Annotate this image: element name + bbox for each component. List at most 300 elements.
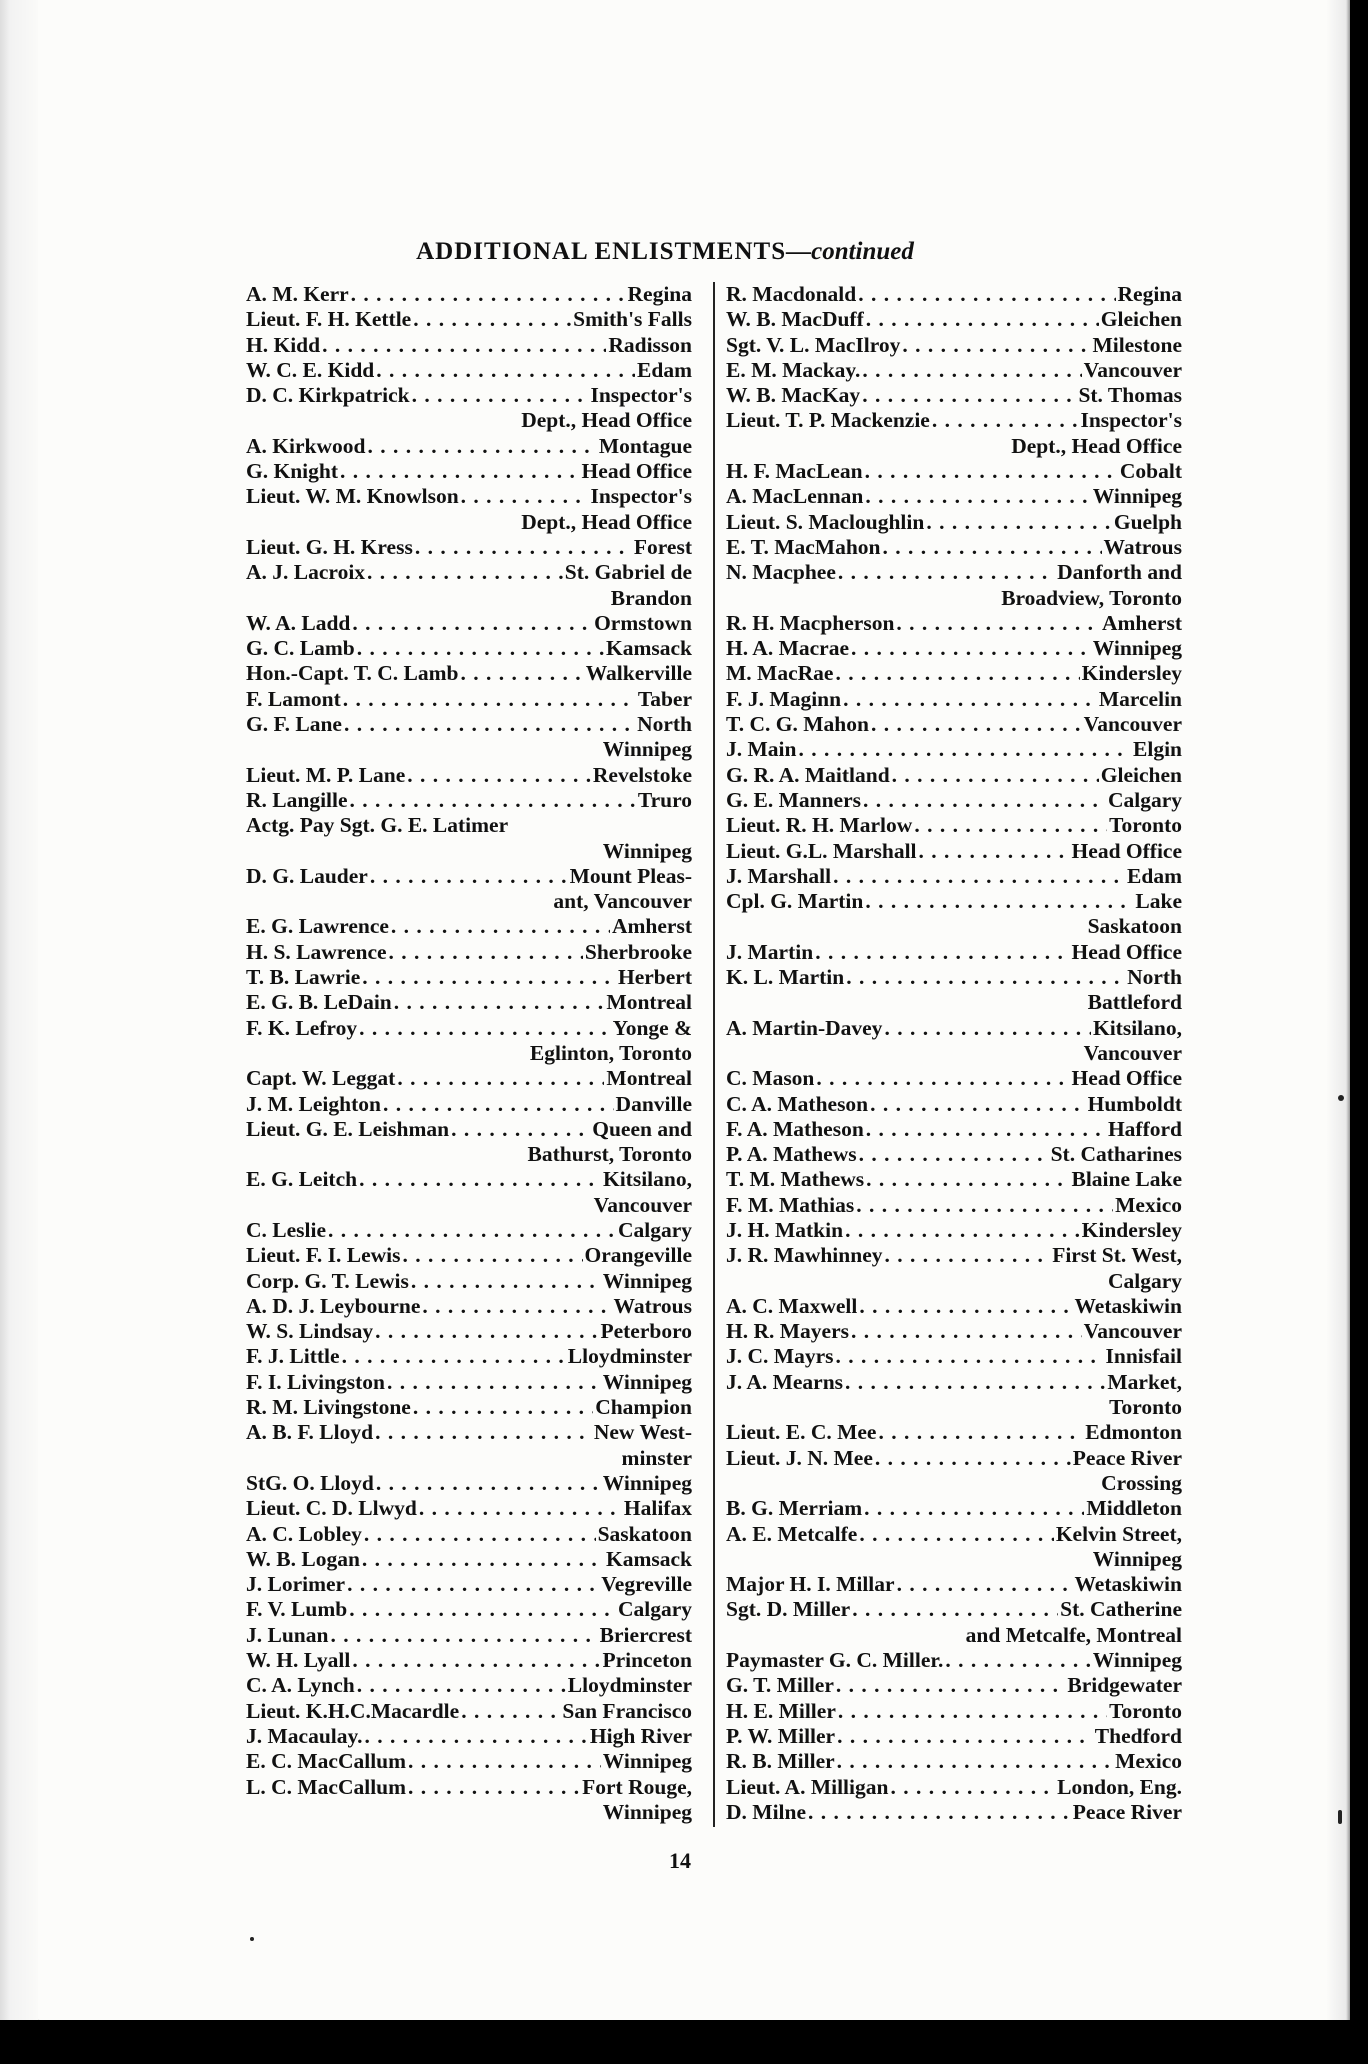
- enlistee-location: Head Office: [1071, 838, 1182, 863]
- list-item: [246, 333, 692, 358]
- list-item: [246, 484, 692, 509]
- enlistee-name: D. Milne: [726, 1799, 807, 1824]
- list-item: [246, 1522, 692, 1547]
- left-column: [246, 282, 692, 1825]
- dot-leader: [836, 1673, 1065, 1698]
- dot-leader: [865, 484, 1090, 509]
- enlistee-location: London, Eng.: [1057, 1774, 1182, 1799]
- list-item: [246, 459, 692, 484]
- list-item: [726, 1092, 1182, 1117]
- dot-leader: [461, 1699, 560, 1724]
- entry-continuation: and Metcalfe, Montreal: [965, 1622, 1182, 1647]
- enlistee-name: Major H. I. Millar: [726, 1572, 895, 1597]
- list-item: [246, 560, 692, 585]
- list-item: [726, 1775, 1182, 1800]
- dot-leader: [837, 1724, 1093, 1749]
- dot-leader: [344, 712, 635, 737]
- list-item: [726, 737, 1182, 762]
- list-item: [246, 1749, 692, 1774]
- enlistee-location: Revelstoke: [592, 762, 692, 787]
- dot-leader: [902, 333, 1090, 358]
- dot-leader: [919, 839, 1070, 864]
- enlistee-name: G. F. Lane: [246, 712, 342, 737]
- dot-leader: [896, 611, 1100, 636]
- enlistee-location: Champion: [595, 1395, 692, 1420]
- list-item: [246, 307, 692, 332]
- enlistee-name: Lieut. S. Macloughlin: [726, 509, 925, 534]
- enlistee-location: Ormstown: [594, 610, 692, 635]
- enlistee-name: Lieut. F. I. Lewis: [246, 1243, 401, 1268]
- dot-leader: [856, 1193, 1113, 1218]
- enlistee-location: Sherbrooke: [584, 939, 692, 964]
- enlistee-location: Queen and: [592, 1116, 692, 1141]
- list-item: [726, 940, 1182, 965]
- list-item: [246, 611, 692, 636]
- enlistee-name: J. Lunan: [246, 1622, 329, 1647]
- enlistee-name: H. E. Miller: [726, 1698, 836, 1723]
- list-item: [246, 1344, 692, 1369]
- list-item: [246, 687, 692, 712]
- list-item: [246, 1243, 692, 1268]
- right-column: [726, 282, 1182, 1825]
- list-item: [246, 864, 692, 889]
- enlistee-name: A. C. Maxwell: [726, 1293, 858, 1318]
- list-item: [246, 940, 692, 965]
- enlistee-location: First St. West,: [1052, 1243, 1182, 1268]
- enlistee-location: Truro: [637, 787, 692, 812]
- enlistee-location: Calgary: [617, 1217, 692, 1242]
- enlistee-location: Kamsack: [606, 1546, 692, 1571]
- dot-leader: [391, 914, 610, 939]
- entry-continuation: Vancouver: [1083, 1040, 1182, 1065]
- enlistee-name: A. J. Lacroix: [246, 560, 366, 585]
- entry-continuation: Winnipeg: [602, 737, 692, 762]
- list-item: [726, 1193, 1182, 1218]
- enlistee-location: Montreal: [606, 990, 692, 1015]
- list-item: [246, 788, 692, 813]
- enlistee-location: Wetaskiwin: [1074, 1572, 1182, 1597]
- list-item: [726, 1370, 1182, 1395]
- enlistee-name: F. K. Lefroy: [246, 1015, 358, 1040]
- enlistee-location: Fort Rouge,: [582, 1774, 692, 1799]
- dot-leader: [883, 535, 1102, 560]
- ink-speck: [1338, 1810, 1342, 1824]
- binding-shadow: [0, 0, 38, 2020]
- list-item: [246, 1218, 692, 1243]
- enlistee-name: Lieut. T. P. Mackenzie: [726, 408, 930, 433]
- dot-leader: [411, 1269, 601, 1294]
- enlistee-name: G. Knight: [246, 459, 338, 484]
- enlistee-name: Paymaster G. C. Miller.: [726, 1648, 944, 1673]
- list-item: [726, 813, 1182, 838]
- list-item: [726, 560, 1182, 585]
- enlistee-location: Head Office: [581, 459, 692, 484]
- list-item: [726, 1572, 1182, 1597]
- list-item: [726, 484, 1182, 509]
- dot-leader: [422, 1294, 611, 1319]
- enlistee-name: Cpl. G. Martin: [726, 889, 864, 914]
- dot-leader: [865, 889, 1133, 914]
- dot-leader: [846, 965, 1125, 990]
- dot-leader: [415, 535, 632, 560]
- list-item: [726, 408, 1182, 433]
- enlistee-location: St. Catharines: [1050, 1142, 1182, 1167]
- enlistee-name: H. A. Macrae: [726, 636, 849, 661]
- dot-leader: [835, 1344, 1103, 1369]
- dot-leader: [859, 1142, 1049, 1167]
- enlistee-name: L. C. MacCallum: [246, 1774, 407, 1799]
- enlistee-location: Saskatoon: [597, 1521, 692, 1546]
- entry-continuation: Saskatoon: [1087, 914, 1182, 939]
- dot-leader: [926, 510, 1112, 535]
- list-item: [246, 1699, 692, 1724]
- list-item: [726, 1597, 1182, 1622]
- enlistee-location: Mexico: [1115, 1192, 1182, 1217]
- enlistee-location: Inspector's: [590, 484, 692, 509]
- entry-continuation: Vancouver: [593, 1192, 692, 1217]
- enlistee-location: Gleichen: [1100, 762, 1182, 787]
- dot-leader: [866, 307, 1099, 332]
- enlistee-name: Lieut. G. H. Kress: [246, 534, 413, 559]
- enlistee-location: Montreal: [606, 1066, 692, 1091]
- enlistee-location: North: [637, 712, 692, 737]
- enlistee-name: Lieut. K.H.C.Macardle: [246, 1698, 460, 1723]
- list-item: [246, 712, 692, 737]
- entry-continuation: Winnipeg: [602, 838, 692, 863]
- enlistee-location: Wetaskiwin: [1074, 1293, 1182, 1318]
- enlistee-name: E. M. Mackay.: [726, 357, 861, 382]
- dot-leader: [349, 1597, 616, 1622]
- enlistee-location: Danville: [615, 1091, 692, 1116]
- dot-leader: [352, 611, 592, 636]
- enlistee-location: Amherst: [611, 914, 692, 939]
- list-item: [246, 1066, 692, 1091]
- enlistee-name: A. E. Metcalfe: [726, 1521, 858, 1546]
- enlistee-name: F. Lamont: [246, 686, 341, 711]
- enlistee-name: A. MacLennan: [726, 484, 864, 509]
- dot-leader: [343, 687, 636, 712]
- dot-leader: [866, 1117, 1106, 1142]
- enlistee-name: T. M. Mathews: [726, 1167, 865, 1192]
- list-item: [726, 1673, 1182, 1698]
- enlistee-name: A. Martin-Davey: [726, 1015, 883, 1040]
- enlistee-name: C. A. Lynch: [246, 1673, 355, 1698]
- list-item: [246, 1016, 692, 1041]
- enlistee-name: A. D. J. Leybourne: [246, 1293, 421, 1318]
- entry-continuation: Battleford: [1087, 990, 1182, 1015]
- list-item: [726, 1420, 1182, 1445]
- dot-leader: [845, 1370, 1105, 1395]
- enlistee-name: R. Macdonald: [726, 282, 857, 306]
- enlistee-name: C. Leslie: [246, 1217, 327, 1242]
- enlistee-name: J. Lorimer: [246, 1572, 346, 1597]
- list-item: [246, 990, 692, 1015]
- enlistee-name: W. H. Lyall: [246, 1648, 351, 1673]
- enlistee-location: Lloydminster: [567, 1344, 692, 1369]
- enlistee-location: Elgin: [1133, 737, 1182, 762]
- enlistee-name: E. G. B. LeDain: [246, 990, 392, 1015]
- enlistee-name: Capt. W. Leggat: [246, 1066, 396, 1091]
- dot-leader: [816, 1066, 1069, 1091]
- entry-continuation: Crossing: [1101, 1470, 1182, 1495]
- heading-continued: —continued: [786, 238, 914, 265]
- list-item: [246, 763, 692, 788]
- entry-continuation: minster: [621, 1445, 692, 1470]
- list-item: [726, 839, 1182, 864]
- enlistee-name: W. B. MacKay: [726, 383, 861, 408]
- dot-leader: [862, 358, 1081, 383]
- enlistee-name: C. A. Matheson: [726, 1091, 869, 1116]
- list-item: [726, 383, 1182, 408]
- dot-leader: [375, 1319, 598, 1344]
- enlistee-name: Lieut. E. C. Mee: [726, 1420, 877, 1445]
- enlistee-location: Toronto: [1109, 1698, 1182, 1723]
- enlistee-name: Lieut. C. D. Llwyd: [246, 1496, 417, 1521]
- list-item: [726, 358, 1182, 383]
- enlistee-location: Kindersley: [1081, 661, 1182, 686]
- enlistee-name: F. J. Little: [246, 1344, 340, 1369]
- enlistee-location: Forest: [633, 534, 692, 559]
- enlistee-name: D. C. Kirkpatrick: [246, 383, 410, 408]
- dot-leader: [387, 1370, 601, 1395]
- list-item: [246, 661, 692, 686]
- dot-leader: [837, 1749, 1113, 1774]
- dot-leader: [403, 1243, 583, 1268]
- enlistee-location: Mexico: [1115, 1749, 1182, 1774]
- list-item: [246, 1370, 692, 1395]
- enlistee-location: Winnipeg: [602, 1749, 692, 1774]
- enlistee-location: Vegreville: [601, 1572, 692, 1597]
- enlistee-name: J. C. Mayrs: [726, 1344, 834, 1369]
- enlistee-name: Sgt. V. L. MacIlroy: [726, 332, 901, 357]
- list-item: [726, 282, 1182, 307]
- dot-leader: [367, 560, 563, 585]
- enlistee-location: Inspector's: [590, 383, 692, 408]
- dot-leader: [862, 383, 1076, 408]
- dot-leader: [851, 1319, 1082, 1344]
- enlistee-location: Amherst: [1101, 610, 1182, 635]
- enlistee-location: Edam: [637, 357, 692, 382]
- dot-leader: [945, 1648, 1090, 1673]
- enlistee-location: Kitsilano,: [1092, 1015, 1182, 1040]
- enlistee-name: A. B. F. Lloyd: [246, 1420, 374, 1445]
- enlistee-name: T. B. Lawrie: [246, 965, 361, 990]
- enlistee-name: G. E. Manners: [726, 787, 861, 812]
- enlistee-name: T. C. G. Mahon: [726, 712, 869, 737]
- entry-line: Actg. Pay Sgt. G. E. Latimer: [246, 813, 509, 838]
- enlistee-location: Kindersley: [1081, 1217, 1182, 1242]
- enlistee-location: Peace River: [1072, 1799, 1182, 1824]
- enlistee-name: W. A. Ladd: [246, 610, 351, 635]
- list-item: [246, 1092, 692, 1117]
- dot-leader: [875, 1446, 1071, 1471]
- dot-leader: [863, 788, 1106, 813]
- entry-continuation: Brandon: [610, 585, 692, 610]
- ink-speck: [1338, 1095, 1344, 1101]
- enlistee-name: A. C. Lobley: [246, 1521, 362, 1546]
- list-item: [726, 1522, 1182, 1547]
- dot-leader: [884, 1016, 1091, 1041]
- dot-leader: [362, 1547, 604, 1572]
- enlistee-location: Vancouver: [1083, 712, 1182, 737]
- enlistee-name: J. Marshall: [726, 863, 832, 888]
- dot-leader: [375, 1420, 592, 1445]
- dot-leader: [357, 1673, 566, 1698]
- enlistee-location: Toronto: [1109, 813, 1182, 838]
- enlistee-location: Inspector's: [1080, 408, 1182, 433]
- dot-leader: [932, 408, 1079, 433]
- entry-continuation: Dept., Head Office: [521, 408, 692, 433]
- dot-leader: [328, 1218, 616, 1243]
- dot-leader: [878, 1420, 1083, 1445]
- list-item: [246, 965, 692, 990]
- list-item: [246, 1117, 692, 1142]
- enlistee-location: Guelph: [1113, 509, 1182, 534]
- list-item: [726, 1446, 1182, 1471]
- enlistee-name: E. G. Leitch: [246, 1167, 358, 1192]
- dot-leader: [383, 1092, 614, 1117]
- dot-leader: [859, 1294, 1072, 1319]
- enlistee-name: Lieut. G. E. Leishman: [246, 1116, 450, 1141]
- list-item: [726, 1319, 1182, 1344]
- enlistee-name: W. S. Lindsay: [246, 1319, 374, 1344]
- enlistee-name: J. Martin: [726, 939, 814, 964]
- column-divider: [713, 282, 715, 1827]
- list-item: [726, 1749, 1182, 1774]
- enlistee-location: Princeton: [602, 1648, 692, 1673]
- enlistee-location: Milestone: [1092, 332, 1182, 357]
- dot-leader: [394, 990, 605, 1015]
- list-item: [726, 788, 1182, 813]
- enlistee-location: Vancouver: [1083, 1319, 1182, 1344]
- enlistee-location: Winnipeg: [1092, 484, 1182, 509]
- dot-leader: [342, 1344, 566, 1369]
- entry-continuation: Dept., Head Office: [521, 509, 692, 534]
- list-item: [726, 636, 1182, 661]
- enlistee-location: Gleichen: [1100, 307, 1182, 332]
- enlistee-name: R. M. Livingstone: [246, 1395, 411, 1420]
- list-item: [246, 383, 692, 408]
- dot-leader: [892, 763, 1099, 788]
- dot-leader: [370, 864, 568, 889]
- enlistee-location: St. Thomas: [1078, 383, 1182, 408]
- enlistee-name: Lieut. W. M. Knowlson: [246, 484, 459, 509]
- list-item: [246, 282, 692, 307]
- enlistee-name: F. V. Lumb: [246, 1597, 348, 1622]
- list-item: [246, 1547, 692, 1572]
- enlistee-location: San Francisco: [562, 1698, 692, 1723]
- dot-leader: [914, 813, 1107, 838]
- enlistee-name: J. A. Mearns: [726, 1369, 844, 1394]
- entry-continuation: Bathurst, Toronto: [527, 1142, 692, 1167]
- list-item: [726, 1117, 1182, 1142]
- enlistee-location: Thedford: [1094, 1723, 1182, 1748]
- enlistee-location: Winnipeg: [1092, 636, 1182, 661]
- dot-leader: [858, 282, 1115, 307]
- enlistee-name: Lieut. F. H. Kettle: [246, 307, 412, 332]
- enlistee-name: E. G. Lawrence: [246, 914, 389, 939]
- dot-leader: [460, 661, 583, 686]
- dot-leader: [461, 484, 589, 509]
- dot-leader: [376, 1471, 601, 1496]
- dot-leader: [833, 864, 1125, 889]
- dot-leader: [865, 459, 1118, 484]
- enlistee-name: H. S. Lawrence: [246, 939, 387, 964]
- list-item: [726, 1243, 1182, 1268]
- dot-leader: [359, 1016, 610, 1041]
- enlistee-name: Lieut. J. N. Mee: [726, 1445, 873, 1470]
- list-item: [726, 535, 1182, 560]
- list-item: [246, 1496, 692, 1521]
- enlistee-name: J. Main: [726, 737, 797, 762]
- enlistee-name: Sgt. D. Miller: [726, 1597, 851, 1622]
- list-item: [726, 1699, 1182, 1724]
- enlistee-name: E. T. MacMahon: [726, 534, 881, 559]
- enlistee-name: J. H. Matkin: [726, 1217, 844, 1242]
- dot-leader: [330, 1623, 597, 1648]
- enlistee-location: Peace River: [1072, 1445, 1182, 1470]
- enlistee-location: Market,: [1107, 1369, 1182, 1394]
- enlistee-name: H. Kidd: [246, 332, 321, 357]
- dot-leader: [419, 1496, 622, 1521]
- dot-leader: [351, 282, 626, 307]
- list-item: [726, 307, 1182, 332]
- enlistee-name: J. Macaulay.: [246, 1723, 363, 1748]
- enlistee-name: Lieut. M. P. Lane: [246, 762, 406, 787]
- dot-leader: [864, 1496, 1084, 1521]
- enlistee-location: Humboldt: [1087, 1091, 1182, 1116]
- entry-continuation: Eglinton, Toronto: [529, 1040, 692, 1065]
- list-item: [726, 510, 1182, 535]
- list-item: [726, 1218, 1182, 1243]
- enlistee-name: P. A. Mathews: [726, 1142, 857, 1167]
- enlistee-location: Danforth and: [1057, 560, 1182, 585]
- dot-leader: [397, 1066, 604, 1091]
- list-item: [726, 1648, 1182, 1673]
- enlistee-location: Watrous: [1103, 534, 1182, 559]
- entry-continuation: Winnipeg: [1092, 1546, 1182, 1571]
- ink-speck: [250, 1937, 254, 1941]
- enlistee-location: Radisson: [608, 332, 692, 357]
- enlistee-location: Lloydminster: [567, 1673, 692, 1698]
- list-item: [726, 1016, 1182, 1041]
- enlistee-name: Corp. G. T. Lewis: [246, 1268, 409, 1293]
- enlistee-location: New West-: [593, 1420, 692, 1445]
- dot-leader: [835, 661, 1079, 686]
- enlistee-name: H. F. MacLean: [726, 459, 863, 484]
- dot-leader: [352, 1648, 600, 1673]
- dot-leader: [376, 358, 635, 383]
- enlistee-name: D. G. Lauder: [246, 863, 368, 888]
- enlistee-name: W. B. Logan: [246, 1546, 360, 1571]
- enlistee-location: Winnipeg: [1092, 1648, 1182, 1673]
- enlistee-location: Taber: [637, 686, 692, 711]
- enlistee-name: W. C. E. Kidd: [246, 357, 375, 382]
- enlistee-name: R. Langille: [246, 787, 348, 812]
- enlistee-location: Kitsilano,: [602, 1167, 692, 1192]
- enlistee-location: Orangeville: [584, 1243, 692, 1268]
- list-item: [726, 333, 1182, 358]
- enlistee-name: P. W. Miller: [726, 1723, 836, 1748]
- dot-leader: [845, 1218, 1080, 1243]
- dot-leader: [859, 1522, 1053, 1547]
- heading-title: ADDITIONAL ENLISTMENTS: [416, 238, 787, 265]
- enlistee-name: F. I. Livingston: [246, 1369, 386, 1394]
- enlistee-location: Cobalt: [1119, 459, 1182, 484]
- entry-continuation: ant, Vancouver: [553, 889, 692, 914]
- dot-leader: [389, 940, 583, 965]
- enlistee-location: Smith's Falls: [573, 307, 692, 332]
